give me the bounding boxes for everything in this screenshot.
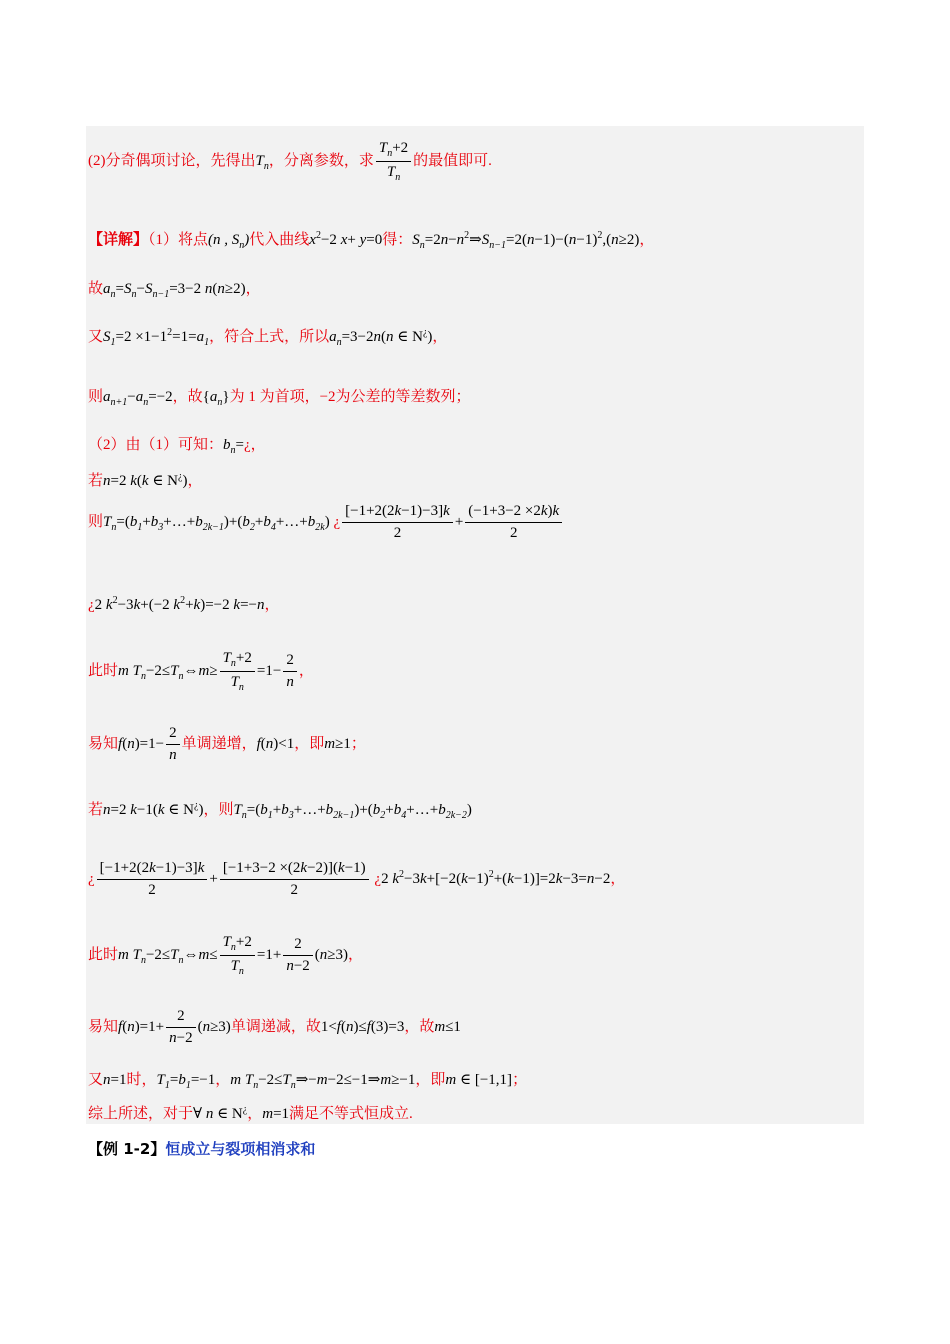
detail-tag: 【详解】 xyxy=(88,232,149,248)
line-conclusion: 综上所述，对于∀ n ∈ N¿，m=1满足不等式恒成立. xyxy=(88,1104,413,1122)
text: 综上所述，对于 xyxy=(88,1106,194,1122)
line-tn-even: 则$T_n=(b_1+b_3+\dots+b_{2k-1})+(b_2+b_4+\dots+b_{2k})$ ¿ $\frac{[-1+2(2k-1)-3]k}{2}$ + $\frac{(-1+3-2 \times 2k)k}{2}$ xyxy=(88,503,564,542)
text: 此时 xyxy=(88,662,119,679)
text: （2）由（1）可知： xyxy=(88,437,224,453)
text: 为 1 为首项，−2为公差的等差数列； xyxy=(229,389,471,405)
text: ，即 xyxy=(294,735,325,752)
text: 又 xyxy=(88,1072,104,1088)
line-tn-odd: ¿ $\frac{[-1+2(2k-1)-3]k}{2}$ + $\frac{[-1+3-2 \times(2k-2)](k-1)}{2}$ ¿2 $k^2-3k+[-2(k-1)^2+(k-1)]=2k-3=n-2$， xyxy=(88,860,626,898)
line-m-ge: 此时m $T_n-2\le T_n\Leftrightarrow m\ge$ $\frac{T_n+2}{T_n}$ =1− $\frac{2}{n}$ ， xyxy=(88,650,314,693)
text: 又 xyxy=(88,329,104,345)
line-an: 故$a_n=S_n-S_{n-1}=3-2$ n(n≥2)， xyxy=(88,281,261,300)
text: 则 xyxy=(88,389,104,405)
text: ， xyxy=(247,1106,263,1122)
line-tn-even-result: ¿2 $k^2-3k+(-2$ $k^2+k)=-2$ k=−n， xyxy=(88,595,280,613)
text: 的最值即可. xyxy=(413,152,492,169)
text: (2)分奇偶项讨论，先得出 xyxy=(88,152,256,169)
text: 易知 xyxy=(88,735,119,752)
text: 满足不等式恒成立. xyxy=(289,1106,413,1122)
text: 此时 xyxy=(88,946,119,963)
line-s1: 又$S_1=2 \times 1-1^2=1=a_1$，符合上式，所以$a_n=3-2n(n$ ∈ N¿)， xyxy=(88,327,448,348)
example-title: 恒成立与裂项相消求和 xyxy=(165,1140,316,1158)
text: 单调递减，故 xyxy=(230,1018,321,1035)
text: 故 xyxy=(88,281,104,297)
line-n1-case: 又n=1时，$T_1=b_1=-1$，m $T_n-2\le T_n\Rightarrow-m-2\le-1\Rightarrow m\ge-1$，即m ∈ [−1,1]； xyxy=(88,1072,528,1091)
line-hint-2: (2)分奇偶项讨论，先得出$T_n$，分离参数，求 $\frac{T_n+2}{T_n}$ 的最值即可. xyxy=(88,140,492,183)
text: ，则 xyxy=(203,802,234,818)
example-heading xyxy=(88,1138,315,1159)
line-arith: 则$a_{n+1}-a_n=-2$，故$\{a_n\}$为 1 为首项，−2为公差的等差数列； xyxy=(88,389,471,408)
example-label: 【例 1-2】 xyxy=(88,1140,166,1158)
text: ，即 xyxy=(415,1072,446,1088)
text: ，故 xyxy=(172,389,203,405)
text: 易知 xyxy=(88,1018,119,1035)
text: 则 xyxy=(88,513,104,530)
line-odd-case: 若n=2 k−1(k ∈ N¿)，则$T_n=(b_1+b_3+\dots+b_{2k-1})+(b_2+b_4+\dots+b_{2k-2})$ xyxy=(88,800,472,821)
text: 单调递增， xyxy=(181,735,257,752)
text: 若 xyxy=(88,802,104,818)
text: ，符合上式，所以 xyxy=(209,329,330,345)
text: 代入曲线 xyxy=(249,232,310,248)
line-even-case: 若n=2 k(k ∈ N¿)， xyxy=(88,471,203,489)
text: 时， xyxy=(126,1072,157,1088)
line-detail-1: 【详解】（1）将点(n , $S_n$)代入曲线$x^2-2$ x+ y=0得：$S_n=2n-n^2\Rightarrow S_{n-1}=2(n-1)-(n-1)^2,(n\ge 2)$， xyxy=(88,230,655,251)
line-f-increasing: 易知f(n)=1− $\frac{2}{n}$ 单调递增，f(n)<1，即m≥1； xyxy=(88,725,366,763)
line-bn: （2）由（1）可知：$b_n=¿$， xyxy=(88,437,266,456)
text: 得： xyxy=(382,232,413,248)
text: 若 xyxy=(88,473,104,489)
line-f-decreasing: 易知f(n)=1+ $\frac{2}{n-2}$ (n≥3)单调递减，故1<f(n)≤f(3)=3，故m≤1 xyxy=(88,1008,461,1046)
text: ，故 xyxy=(404,1018,435,1035)
text: ，分离参数，求 xyxy=(268,152,374,169)
line-m-le: 此时m $T_n-2\le T_n\Leftrightarrow m\le$ $\frac{T_n+2}{T_n}$ =1+ $\frac{2}{n-2}$ (n≥3)， xyxy=(88,934,364,977)
text: （1）将点 xyxy=(148,232,209,248)
